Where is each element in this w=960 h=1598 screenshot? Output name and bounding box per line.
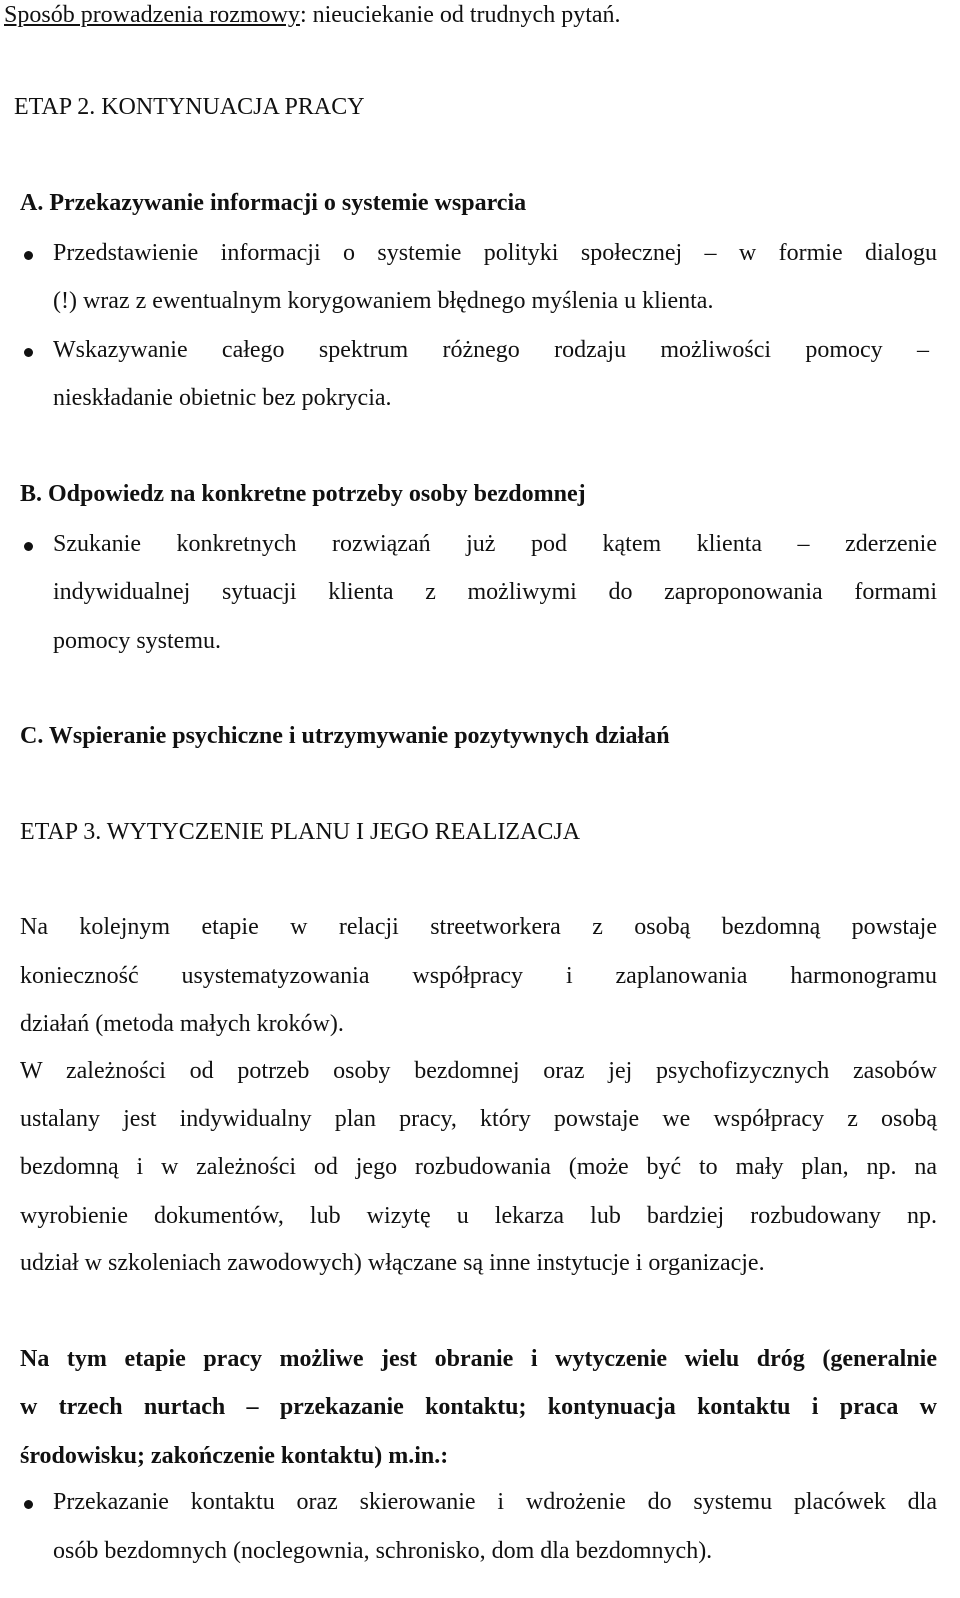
etap3-bold-para-line-1: Na tym etapie pracy możliwe jest obranie i wytyczenie wielu dróg (generalnie bbox=[20, 1346, 937, 1372]
etap2-heading: ETAP 2. KONTYNUACJA PRACY bbox=[14, 94, 365, 120]
bullet-icon bbox=[24, 251, 33, 260]
bullet-icon bbox=[24, 542, 33, 551]
etap3-bold-para-line-3: środowisku; zakończenie kontaktu) m.in.: bbox=[20, 1443, 449, 1469]
etap3-bullet-line-1: Przekazanie kontaktu oraz skierowanie i wdrożenie do systemu placówek dla bbox=[53, 1489, 937, 1515]
bullet-icon bbox=[24, 1500, 33, 1509]
intro-line bbox=[4, 2, 621, 29]
section-b-title: B. Odpowiedz na konkretne potrzeby osoby bezdomnej bbox=[20, 481, 586, 507]
etap3-para-2-line-1: W zależności od potrzeb osoby bezdomnej oraz jej psychofizycznych zasobów bbox=[20, 1058, 937, 1084]
etap3-para-2-line-5: udział w szkoleniach zawodowych) włączane są inne instytucje i organizacje. bbox=[20, 1250, 765, 1276]
intro-colon: : bbox=[299, 2, 307, 28]
etap3-para-2-line-4: wyrobienie dokumentów, lub wizytę u lekarza lub bardziej rozbudowany np. bbox=[20, 1203, 937, 1229]
section-c-title: C. Wspieranie psychiczne i utrzymywanie pozytywnych działań bbox=[20, 723, 670, 749]
section-b-bullet-line-1: Szukanie konkretnych rozwiązań już pod kątem klienta – zderzenie bbox=[53, 531, 937, 557]
etap3-bullet-line-2: osób bezdomnych (noclegownia, schronisko, dom dla bezdomnych). bbox=[53, 1538, 713, 1564]
section-a-bullet-1-line-1: Przedstawienie informacji o systemie polityki społecznej – w formie dialogu bbox=[53, 240, 937, 266]
section-b-bullet-line-3: pomocy systemu. bbox=[53, 628, 221, 654]
intro-label: Sposób prowadzenia rozmowy bbox=[4, 2, 300, 28]
etap3-para-1-line-2: konieczność usystematyzowania współpracy i zaplanowania harmonogramu bbox=[20, 963, 937, 989]
etap3-heading: ETAP 3. WYTYCZENIE PLANU I JEGO REALIZACJA bbox=[20, 819, 581, 845]
etap3-para-2-line-3: bezdomną i w zależności od jego rozbudowania (może być to mały plan, np. na bbox=[20, 1154, 937, 1180]
section-a-title: A. Przekazywanie informacji o systemie wsparcia bbox=[20, 190, 527, 216]
etap3-para-1-line-1: Na kolejnym etapie w relacji streetworkera z osobą bezdomną powstaje bbox=[20, 914, 937, 940]
intro-text: nieuciekanie od trudnych pytań. bbox=[306, 2, 621, 28]
etap3-bold-para-line-2: w trzech nurtach – przekazanie kontaktu; kontynuacja kontaktu i praca w bbox=[20, 1394, 937, 1420]
etap3-para-2-line-2: ustalany jest indywidualny plan pracy, który powstaje we współpracy z osobą bbox=[20, 1106, 937, 1132]
section-a-bullet-2-line-1: Wskazywanie całego spektrum różnego rodzaju możliwości pomocy – bbox=[53, 337, 929, 363]
section-b-bullet-line-2: indywidualnej sytuacji klienta z możliwymi do zaproponowania formami bbox=[53, 579, 937, 605]
bullet-icon bbox=[24, 348, 33, 357]
section-a-bullet-2-line-2: nieskładanie obietnic bez pokrycia. bbox=[53, 385, 392, 411]
section-a-bullet-1-line-2: (!) wraz z ewentualnym korygowaniem błędnego myślenia u klienta. bbox=[53, 288, 714, 314]
etap3-para-1-line-3: działań (metoda małych kroków). bbox=[20, 1011, 344, 1037]
